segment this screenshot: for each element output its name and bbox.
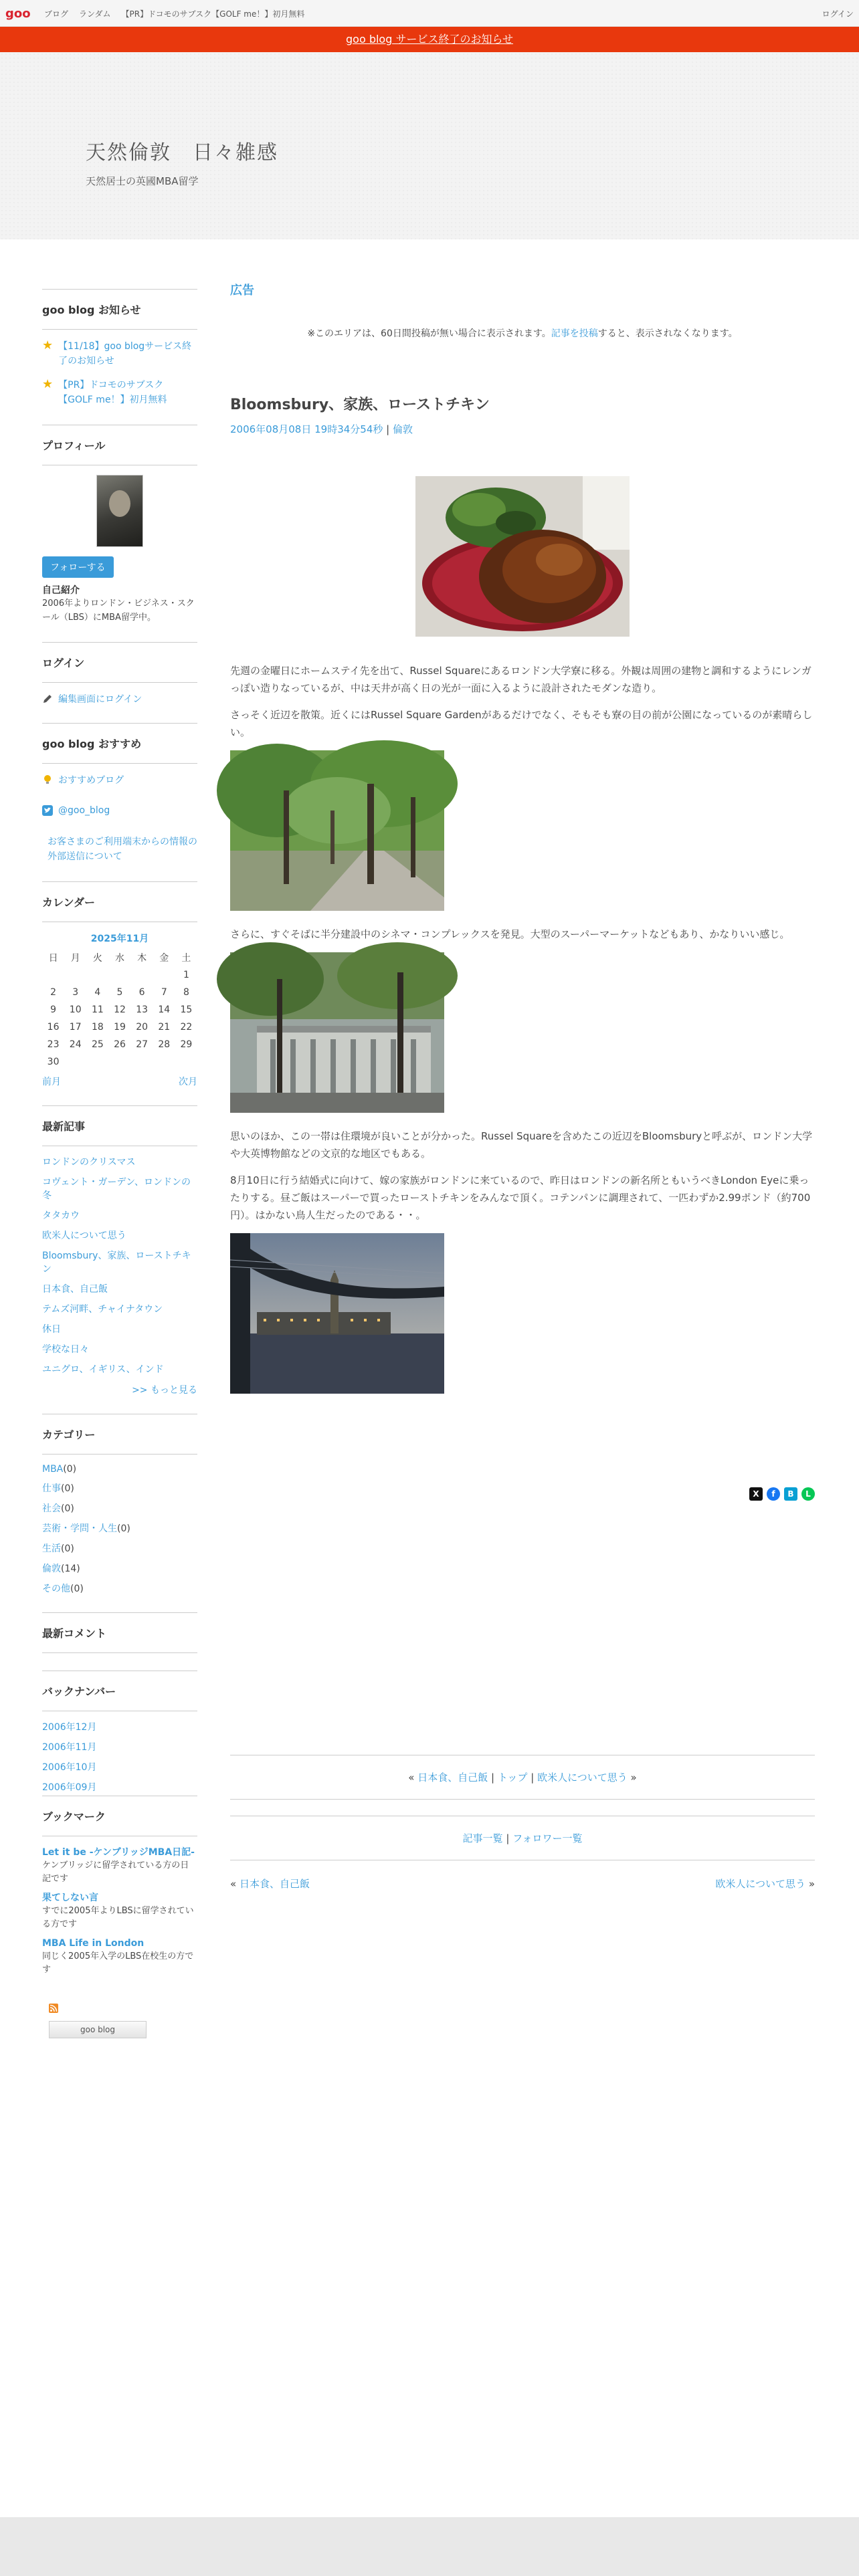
goo-logo-icon — [5, 6, 39, 21]
blog-description: 天然居士の英國MBA留学 — [86, 175, 199, 187]
recent-post-link[interactable]: 欧米人について思う — [42, 1230, 126, 1241]
goo-logo[interactable] — [5, 6, 39, 21]
calendar-day: 11 — [91, 1004, 104, 1015]
service-end-alert — [0, 27, 859, 52]
category-row — [42, 1541, 197, 1555]
main-content — [230, 281, 815, 1891]
avatar[interactable] — [96, 475, 143, 547]
bookmark-description: ケンブリッジに留学されている方の日記です — [42, 1860, 189, 1884]
category-link[interactable]: 倫敦 — [42, 1564, 61, 1574]
notice-item — [42, 339, 197, 368]
profile-intro-text: 2006年よりロンドン・ビジネス・スクール（LBS）にMBA留学中。 — [42, 599, 195, 623]
notice-link[interactable]: 【11/18】goo blogサービス終了のお知らせ — [58, 341, 192, 366]
top-bar — [0, 0, 859, 27]
calendar-weekday: 金 — [159, 953, 169, 964]
calendar-day — [131, 966, 153, 984]
pager-next[interactable]: 欧米人について思う — [715, 1878, 806, 1890]
category-link[interactable]: 芸術・学問・人生 — [42, 1523, 117, 1534]
calendar-day — [175, 1053, 197, 1071]
calendar-weekday: 日 — [48, 953, 58, 964]
recent-post-link[interactable]: テムズ河畔、チャイナタウン — [42, 1304, 163, 1315]
thames-night-photo[interactable] — [230, 1233, 444, 1394]
recommend-block — [42, 723, 197, 864]
twitter-link[interactable]: @goo_blog — [58, 805, 110, 816]
notice-link[interactable]: 【PR】ドコモのサブスク【GOLF me！】初月無料 — [58, 380, 167, 405]
categories-heading: カテゴリー — [42, 1414, 197, 1455]
footer-widgets — [42, 2004, 197, 2038]
ad-note-before: ※このエリアは、60日間投稿が無い場合に表示されます。 — [307, 328, 551, 339]
nav-pr[interactable]: 【PR】ドコモのサブスク【GOLF me！】初月無料 — [121, 9, 305, 19]
calendar-day: 19 — [114, 1022, 126, 1033]
pencil-icon — [42, 693, 53, 704]
category-row — [42, 1582, 197, 1595]
calendar-day: 25 — [91, 1039, 104, 1050]
park-photo[interactable] — [230, 750, 444, 911]
backnumber-heading: バックナンバー — [42, 1671, 197, 1711]
category-count: (0) — [63, 1464, 77, 1475]
recent-post-link[interactable]: タタカウ — [42, 1210, 80, 1221]
post-title[interactable]: Bloomsbury、家族、ローストチキン — [230, 397, 490, 413]
calendar-day: 22 — [180, 1022, 193, 1033]
calendar-prev[interactable]: 前月 — [42, 1077, 61, 1087]
calendar-day: 8 — [183, 987, 189, 998]
calendar-next[interactable]: 次月 — [179, 1077, 197, 1087]
calendar-day: 23 — [47, 1039, 60, 1050]
calendar-day: 14 — [158, 1004, 171, 1015]
share-buttons — [749, 1487, 815, 1501]
category-row — [42, 1481, 197, 1495]
calendar-day — [64, 1053, 86, 1071]
calendar-day: 21 — [158, 1022, 171, 1033]
twitter-icon — [42, 805, 53, 816]
post-navigation: « 日本食、自己飯 | トップ | 欧米人について思う » — [230, 1755, 815, 1800]
calendar-block — [42, 881, 197, 1088]
calendar-day: 1 — [183, 970, 189, 980]
hatena-share-icon[interactable]: B — [784, 1487, 797, 1501]
post-category[interactable]: 倫敦 — [393, 423, 413, 435]
recommend-blog-link[interactable]: おすすめブログ — [58, 775, 124, 786]
category-link[interactable]: 生活 — [42, 1543, 61, 1554]
calendar-day: 30 — [47, 1057, 60, 1067]
star-icon: ★ — [42, 377, 54, 391]
calendar-day: 26 — [114, 1039, 126, 1050]
calendar-day: 18 — [91, 1022, 104, 1033]
calendar-table — [42, 949, 197, 1071]
post-paragraph: さっそく近辺を散策。近くにはRussel Square Gardenがあるだけでなく、そもそも寮の目の前が公園になっているのが素晴らしい。 — [230, 709, 813, 738]
bookmark-link[interactable]: 果てしない言 — [42, 1893, 98, 1903]
comments-block — [42, 1612, 197, 1653]
recent-post-link[interactable]: 日本食、自己飯 — [42, 1284, 108, 1295]
calendar-day: 9 — [50, 1004, 57, 1015]
category-link[interactable]: MBA — [42, 1464, 64, 1475]
top-login-link[interactable]: ログイン — [822, 9, 854, 19]
login-block — [42, 642, 197, 706]
recent-more-link[interactable]: >> もっと見る — [132, 1385, 197, 1396]
calendar-day: 12 — [114, 1004, 126, 1015]
blog-title[interactable]: 天然倫敦 日々雑感 — [86, 141, 278, 165]
category-count: (0) — [70, 1584, 84, 1594]
recommend-blog-row — [42, 773, 197, 786]
pager: « 日本食、自己飯 欧米人について思う » — [230, 1878, 815, 1890]
facebook-share-icon[interactable]: f — [767, 1487, 780, 1501]
category-count: (0) — [61, 1483, 74, 1494]
category-count: (0) — [61, 1543, 74, 1554]
bookmark-link[interactable]: MBA Life in London — [42, 1938, 145, 1949]
goo-blog-badge[interactable]: goo blog — [49, 2021, 147, 2038]
calendar-weekday: 火 — [92, 953, 102, 964]
recent-post-link[interactable]: ロンドンのクリスマス — [42, 1157, 136, 1168]
calendar-weekday: 水 — [114, 953, 124, 964]
category-link[interactable]: 社会 — [42, 1503, 61, 1514]
bookmark-list — [42, 1846, 197, 1977]
backnumber-link[interactable]: 2006年09月 — [42, 1782, 97, 1793]
recent-post-link[interactable]: ユニグロ、イギリス、インド — [42, 1364, 164, 1375]
nav-top[interactable]: トップ — [497, 1772, 528, 1784]
recent-post-link[interactable]: コヴェント・ガーデン、ロンドンの冬 — [42, 1177, 191, 1201]
category-link[interactable]: 仕事 — [42, 1483, 61, 1494]
post-article-link[interactable]: 記事を投稿 — [551, 328, 598, 339]
calendar-month: 2025年11月 — [90, 934, 149, 944]
calendar-day: 10 — [69, 1004, 82, 1015]
profile-intro-heading: 自己紹介 — [42, 585, 80, 596]
calendar-day: 3 — [72, 987, 79, 998]
calendar-day: 29 — [180, 1039, 193, 1050]
recent-list — [42, 1156, 197, 1376]
category-row — [42, 1464, 197, 1475]
pager-prev[interactable]: 日本食、自己飯 — [239, 1878, 310, 1890]
bookmark-link[interactable]: Let it be -ケンブリッジMBA日記- — [42, 1847, 195, 1858]
recent-post-link[interactable]: Bloomsbury、家族、ローストチキン — [42, 1251, 191, 1275]
category-row — [42, 1562, 197, 1575]
category-list — [42, 1464, 197, 1595]
comments-heading: 最新コメント — [42, 1612, 197, 1653]
cinema-complex-photo[interactable] — [230, 952, 444, 1113]
article-list-link[interactable]: 記事一覧 — [462, 1832, 503, 1844]
login-heading: ログイン — [42, 642, 197, 683]
calendar-day: 5 — [116, 987, 123, 998]
nav-next-post[interactable]: 欧米人について思う — [537, 1772, 628, 1784]
bookmark-description: すでに2005年よりLBSに留学されている方です — [42, 1906, 194, 1929]
ad-note — [230, 326, 815, 340]
edit-login-row — [42, 692, 197, 706]
category-count: (0) — [61, 1503, 74, 1514]
calendar-weekday: 木 — [137, 953, 147, 964]
external-info-row — [42, 835, 197, 864]
calendar-day: 2 — [50, 987, 57, 998]
calendar-day — [64, 966, 86, 984]
external-info-link[interactable]: お客さまのご利用端末からの情報の外部送信について — [47, 837, 197, 862]
list-links: 記事一覧 | フォロワー一覧 — [230, 1816, 815, 1860]
profile-block — [42, 425, 197, 625]
twitter-row — [42, 805, 197, 816]
post-meta — [230, 422, 815, 436]
calendar-day: 20 — [136, 1022, 149, 1033]
recent-post-link[interactable]: 休日 — [42, 1324, 61, 1335]
goo-logo-text: goo — [5, 7, 31, 21]
categories-block — [42, 1414, 197, 1595]
calendar-day: 6 — [138, 987, 145, 998]
x-share-icon[interactable]: X — [749, 1487, 763, 1501]
post-paragraph: 8月10日に行う結婚式に向けて、嫁の家族がロンドンに来ているので、昨日はロンドンの新名所ともいうべきLondon Eyeに乗ったりする。昼ご飯はスーパーで買ったローストチキンをみんなで頂く。コテンパンに調理されて、一匹わずか2.99ポンド（約700円）。はかない鳥人生だったのである・・。 — [230, 1174, 811, 1221]
nav-prev-post[interactable]: 日本食、自己飯 — [417, 1772, 488, 1784]
meta-separator: | — [386, 423, 390, 435]
calendar-heading: カレンダー — [42, 881, 197, 922]
calendar-day: 7 — [161, 987, 167, 998]
backnumber-block — [42, 1671, 197, 1793]
nav-blog[interactable]: ブログ — [44, 9, 69, 19]
backnumber-link[interactable]: 2006年12月 — [42, 1722, 97, 1733]
calendar-day: 28 — [158, 1039, 171, 1050]
calendar-day — [86, 966, 108, 984]
backnumber-list[interactable] — [42, 1721, 197, 1793]
follow-button[interactable]: フォローする — [42, 556, 114, 578]
ad-note-after: すると、表示されなくなります。 — [597, 328, 738, 339]
post-date[interactable]: 2006年08月08日 19時34分54秒 — [230, 423, 383, 435]
calendar-day — [131, 1053, 153, 1071]
recent-block — [42, 1105, 197, 1396]
calendar-day: 17 — [69, 1022, 82, 1033]
follower-list-link[interactable]: フォロワー一覧 — [512, 1832, 583, 1844]
service-end-link[interactable]: goo blog サービス終了のお知らせ — [346, 33, 513, 45]
category-count: (14) — [61, 1564, 80, 1574]
bookmarks-block — [42, 1796, 197, 1977]
share-area — [230, 1487, 815, 1527]
calendar-day: 13 — [136, 1004, 149, 1015]
blog-header — [0, 52, 859, 239]
bookmarks-heading: ブックマーク — [42, 1796, 197, 1836]
bookmark-description: 同じく2005年入学のLBS在校生の方です — [42, 1951, 194, 1975]
post-paragraph: 思いのほか、この一帯は住環境が良いことが分かった。Russel Squareを含めたこの近辺をBloomsburyと呼ぶが、ロンドン大学や大英博物館などの文京的な地区でもある。 — [230, 1130, 813, 1160]
calendar-day — [153, 1053, 175, 1071]
notice-item — [42, 378, 197, 407]
rss-icon[interactable] — [49, 2004, 58, 2013]
calendar-day: 27 — [136, 1039, 149, 1050]
lightbulb-icon — [42, 774, 53, 785]
top-nav — [44, 8, 304, 19]
post-paragraph: 先週の金曜日にホームステイ先を出て、Russel Squareにあるロンドン大学寮に移る。外観は周囲の建物と調和するようにレンガっぽい造りなっているが、中は天井が高く日の光が一面に入るように設計されたモダンな造り。 — [230, 665, 812, 694]
calendar-day: 4 — [94, 987, 101, 998]
category-count: (0) — [117, 1523, 130, 1534]
calendar-day: 16 — [47, 1022, 60, 1033]
calendar-day: 15 — [180, 1004, 193, 1015]
recent-post-link[interactable]: 学校な日々 — [42, 1344, 89, 1355]
calendar-nav — [42, 1075, 197, 1088]
calendar-weekday: 月 — [70, 953, 80, 964]
calendar-day — [42, 966, 64, 984]
nav-random[interactable]: ランダム — [79, 9, 111, 19]
line-share-icon[interactable]: L — [801, 1487, 815, 1501]
notices-heading: goo blog お知らせ — [42, 289, 197, 330]
calendar-day — [86, 1053, 108, 1071]
calendar-day: 24 — [69, 1039, 82, 1050]
edit-login-link[interactable]: 編集画面にログイン — [58, 694, 142, 705]
notices-block — [42, 289, 197, 407]
calendar-weekday: 土 — [181, 953, 191, 964]
category-link[interactable]: その他 — [42, 1584, 70, 1594]
footer — [0, 2517, 859, 2576]
category-row — [42, 1521, 197, 1535]
ad-label: 広告 — [230, 284, 254, 298]
calendar-day — [108, 966, 130, 984]
profile-heading: プロフィール — [42, 425, 197, 465]
roast-chicken-photo[interactable] — [415, 476, 630, 637]
calendar-day — [108, 1053, 130, 1071]
post-paragraph: さらに、すぐそばに半分建設中のシネマ・コンプレックスを発見。大型のスーパーマーケットなどもあり、かなりいい感じ。 — [230, 928, 790, 940]
backnumber-link[interactable]: 2006年10月 — [42, 1762, 97, 1773]
recent-heading: 最新記事 — [42, 1105, 197, 1146]
category-row — [42, 1501, 197, 1515]
recommend-heading: goo blog おすすめ — [42, 723, 197, 764]
calendar-day — [153, 966, 175, 984]
star-icon: ★ — [42, 338, 54, 352]
sidebar — [42, 289, 197, 2038]
backnumber-link[interactable]: 2006年11月 — [42, 1742, 97, 1753]
